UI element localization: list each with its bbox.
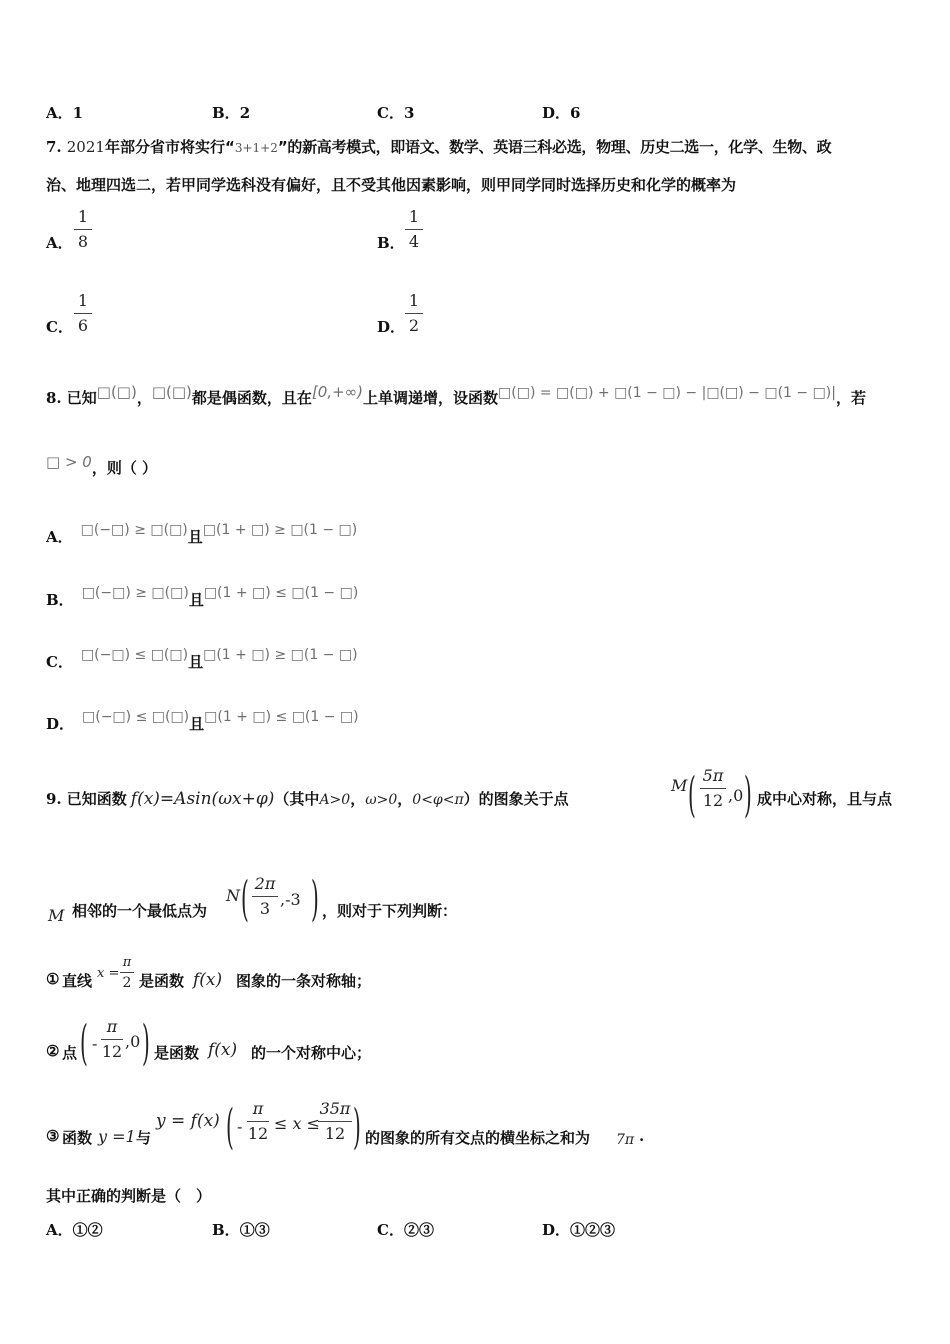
q9-option-d[interactable] xyxy=(542,1219,615,1240)
option-label: D． xyxy=(542,1221,571,1239)
point-n-y: ,-3 xyxy=(280,890,301,909)
numerator: 1 xyxy=(77,291,89,310)
question-number: 7. xyxy=(46,138,62,156)
fraction xyxy=(405,208,423,251)
option-left: □(−□) ≥ □(□) xyxy=(81,585,189,601)
fraction-bar xyxy=(700,788,726,789)
fraction-35pi-12 xyxy=(318,1100,352,1143)
denominator: 6 xyxy=(77,316,89,335)
option-label: D． xyxy=(377,318,406,336)
option-label: C． xyxy=(46,318,73,336)
exam-mode: 3+1+2 xyxy=(234,141,278,155)
q9-text-1: 已知函数 xyxy=(66,790,127,808)
option-label: B． xyxy=(212,104,240,122)
fraction-pi-12 xyxy=(247,1100,269,1143)
separator: ， xyxy=(350,790,366,808)
option-label: B． xyxy=(46,591,74,609)
s2-y: ,0 xyxy=(125,1032,141,1051)
s2-sign: - xyxy=(92,1034,98,1053)
q7-text-a: 年部分省市将实行“ xyxy=(104,138,235,156)
q9-ask: 其中正确的判断是（ ） xyxy=(46,1187,212,1205)
s1-function: f(x) xyxy=(193,970,223,990)
numerator: 1 xyxy=(77,207,89,226)
numerator: π xyxy=(252,1099,264,1118)
option-label: B． xyxy=(212,1221,240,1239)
fraction-bar xyxy=(252,896,278,897)
fraction-bar xyxy=(247,1121,269,1122)
option-label: A． xyxy=(46,1221,73,1239)
left-paren: ( xyxy=(226,1097,234,1155)
s3-y2: y = f(x) xyxy=(156,1111,220,1131)
s2-text-c: 的一个对称中心； xyxy=(251,1044,372,1062)
s3-end: . xyxy=(639,1127,645,1145)
condition: □ > 0 xyxy=(46,453,92,471)
s1-x: x = xyxy=(97,966,120,981)
q6-option-a[interactable] xyxy=(46,102,83,123)
option-value: ②③ xyxy=(403,1221,434,1239)
function-expression: f(x)=Asin(ωx+φ) xyxy=(130,789,275,809)
function-definition: □(□) = □(□) + □(1 − □) − |□(□) − □(1 − □)| xyxy=(498,385,836,401)
q9-line-1 xyxy=(46,788,569,809)
point-m: M xyxy=(671,776,688,795)
fraction-2pi-3 xyxy=(252,875,278,918)
denominator: 2 xyxy=(122,975,132,991)
option-label: C． xyxy=(377,1221,404,1239)
s3-sign: - xyxy=(237,1117,243,1136)
numerator: π xyxy=(106,1017,118,1036)
fraction-bar xyxy=(74,229,92,230)
option-left: □(−□) ≤ □(□) xyxy=(82,709,190,725)
q9-text-5: 相邻的一个最低点为 xyxy=(72,902,208,920)
circled-1-icon: ① xyxy=(46,970,60,988)
interval: [0,+∞) xyxy=(311,383,364,401)
comma: ， xyxy=(136,389,152,407)
s1-text-a: 直线 xyxy=(62,972,93,990)
option-value: 3 xyxy=(403,104,415,122)
option-label: A． xyxy=(46,528,73,546)
q9-option-b[interactable] xyxy=(212,1219,270,1240)
numerator: 1 xyxy=(408,291,420,310)
q8-option-b[interactable] xyxy=(46,585,359,610)
q8-text-5: ，则（ ） xyxy=(91,459,158,477)
numerator: π xyxy=(122,955,132,970)
condition-a: A>0 xyxy=(319,792,351,808)
right-paren: ) xyxy=(744,765,752,823)
option-value: ①②③ xyxy=(570,1221,616,1239)
option-label: A． xyxy=(46,104,73,122)
numerator: 1 xyxy=(408,207,420,226)
option-right: □(1 + □) ≤ □(1 − □) xyxy=(204,709,359,725)
point-n: N xyxy=(226,886,240,905)
denominator: 12 xyxy=(101,1042,123,1061)
q8-option-d[interactable] xyxy=(46,709,359,734)
fraction-bar xyxy=(405,229,423,230)
q8-text-1: 已知 xyxy=(66,389,97,407)
option-left: □(−□) ≥ □(□) xyxy=(80,522,188,538)
fraction-bar xyxy=(120,972,134,973)
numerator: 2π xyxy=(254,874,276,893)
option-right: □(1 + □) ≤ □(1 − □) xyxy=(203,585,359,601)
fraction-5pi-12 xyxy=(700,767,726,810)
right-paren: ) xyxy=(353,1097,361,1155)
q9-option-c[interactable] xyxy=(377,1219,434,1240)
q7-line-1 xyxy=(46,136,831,157)
q6-option-d[interactable] xyxy=(542,102,580,123)
s1-text-c: 图象的一条对称轴； xyxy=(236,972,372,990)
s2-function: f(x) xyxy=(208,1040,238,1060)
option-right: □(1 + □) ≥ □(1 − □) xyxy=(202,522,358,538)
s2-text-b: 是函数 xyxy=(154,1044,200,1062)
q8-option-c[interactable] xyxy=(46,647,358,672)
q8-line-2 xyxy=(46,453,158,478)
q9-text-3: ）的图象关于点 xyxy=(463,790,569,808)
option-label: C． xyxy=(46,653,73,671)
year: 2021 xyxy=(66,138,105,156)
option-value: ①③ xyxy=(239,1221,270,1239)
s3-y1: y =1 xyxy=(98,1127,136,1146)
option-and: 且 xyxy=(189,715,205,733)
q8-text-3: 上单调递增，设函数 xyxy=(363,389,499,407)
option-value: 2 xyxy=(239,104,251,122)
q8-text-2: 都是偶函数，且在 xyxy=(191,389,312,407)
option-label: C． xyxy=(377,104,404,122)
s3-text-c: 的图象的所有交点的横坐标之和为 xyxy=(365,1129,591,1147)
option-value: ①② xyxy=(72,1221,103,1239)
option-and: 且 xyxy=(188,591,204,609)
fraction-bar xyxy=(74,313,92,314)
denominator: 12 xyxy=(247,1124,269,1143)
q7-line-2: 治、地理四选二，若甲同学选科没有偏好，且不受其他因素影响，则甲同学同时选择历史和化学的概率为 xyxy=(46,176,737,194)
q6-option-b[interactable] xyxy=(212,102,250,123)
fraction-pi-2 xyxy=(120,956,134,991)
s2-text-a: 点 xyxy=(62,1044,78,1062)
denominator: 2 xyxy=(408,316,420,335)
s3-text-b: 与 xyxy=(136,1129,152,1147)
q9-text-2: （其中 xyxy=(274,790,320,808)
option-label: B． xyxy=(377,234,405,252)
left-paren: ( xyxy=(80,1013,88,1071)
s3-value: 7π xyxy=(616,1132,635,1148)
denominator: 4 xyxy=(408,232,420,251)
left-paren: ( xyxy=(688,765,696,823)
right-paren: ) xyxy=(311,869,319,927)
denominator: 8 xyxy=(77,232,89,251)
option-label: D． xyxy=(46,715,75,733)
fraction-pi-12 xyxy=(101,1018,123,1061)
option-label: A． xyxy=(46,234,73,252)
question-number: 8. xyxy=(46,389,62,407)
left-paren: ( xyxy=(241,869,249,927)
right-paren: ) xyxy=(142,1013,150,1071)
option-label: D． xyxy=(542,104,571,122)
fraction-bar xyxy=(101,1039,123,1040)
numerator: 35π xyxy=(319,1099,351,1118)
q6-option-c[interactable] xyxy=(377,102,414,123)
option-and: 且 xyxy=(188,653,204,671)
q9-text-4: 成中心对称，且与点 xyxy=(757,790,893,808)
q8-option-a[interactable] xyxy=(46,522,358,547)
fraction xyxy=(405,292,423,335)
point-m: M xyxy=(48,906,65,925)
fraction xyxy=(74,208,92,251)
option-value: 1 xyxy=(72,104,84,122)
fraction-bar xyxy=(318,1121,352,1122)
s3-text-a: 函数 xyxy=(62,1129,93,1147)
circled-3-icon: ③ xyxy=(46,1127,60,1145)
denominator: 12 xyxy=(324,1124,346,1143)
s1-text-b: 是函数 xyxy=(139,972,185,990)
option-left: □(−□) ≤ □(□) xyxy=(80,647,189,663)
fraction xyxy=(74,292,92,335)
q9-text-6: ，则对于下列判断： xyxy=(322,902,458,920)
condition-phi: 0<φ<π xyxy=(412,792,464,808)
condition-omega: ω>0 xyxy=(365,792,398,808)
numerator: 5π xyxy=(702,766,724,785)
q7-text-b: ”的新高考模式，即语文、数学、英语三科必选，物理、历史二选一，化学、生物、政 xyxy=(277,138,832,156)
denominator: 12 xyxy=(702,791,724,810)
separator: ， xyxy=(397,790,413,808)
fraction-bar xyxy=(405,313,423,314)
q9-option-a[interactable] xyxy=(46,1219,103,1240)
question-number: 9. xyxy=(46,790,62,808)
option-right: □(1 + □) ≥ □(1 − □) xyxy=(203,647,358,663)
q8-line-1 xyxy=(46,383,866,408)
option-value: 6 xyxy=(570,104,581,122)
option-and: 且 xyxy=(187,528,203,546)
q8-text-4: ，若 xyxy=(835,389,866,407)
function-f: □(□) xyxy=(96,383,137,401)
function-g: □(□) xyxy=(151,383,192,401)
point-m-y: ,0 xyxy=(728,786,744,805)
s3-inequality: ≤ x ≤ xyxy=(274,1114,321,1133)
circled-2-icon: ② xyxy=(46,1042,60,1060)
denominator: 3 xyxy=(259,899,271,918)
